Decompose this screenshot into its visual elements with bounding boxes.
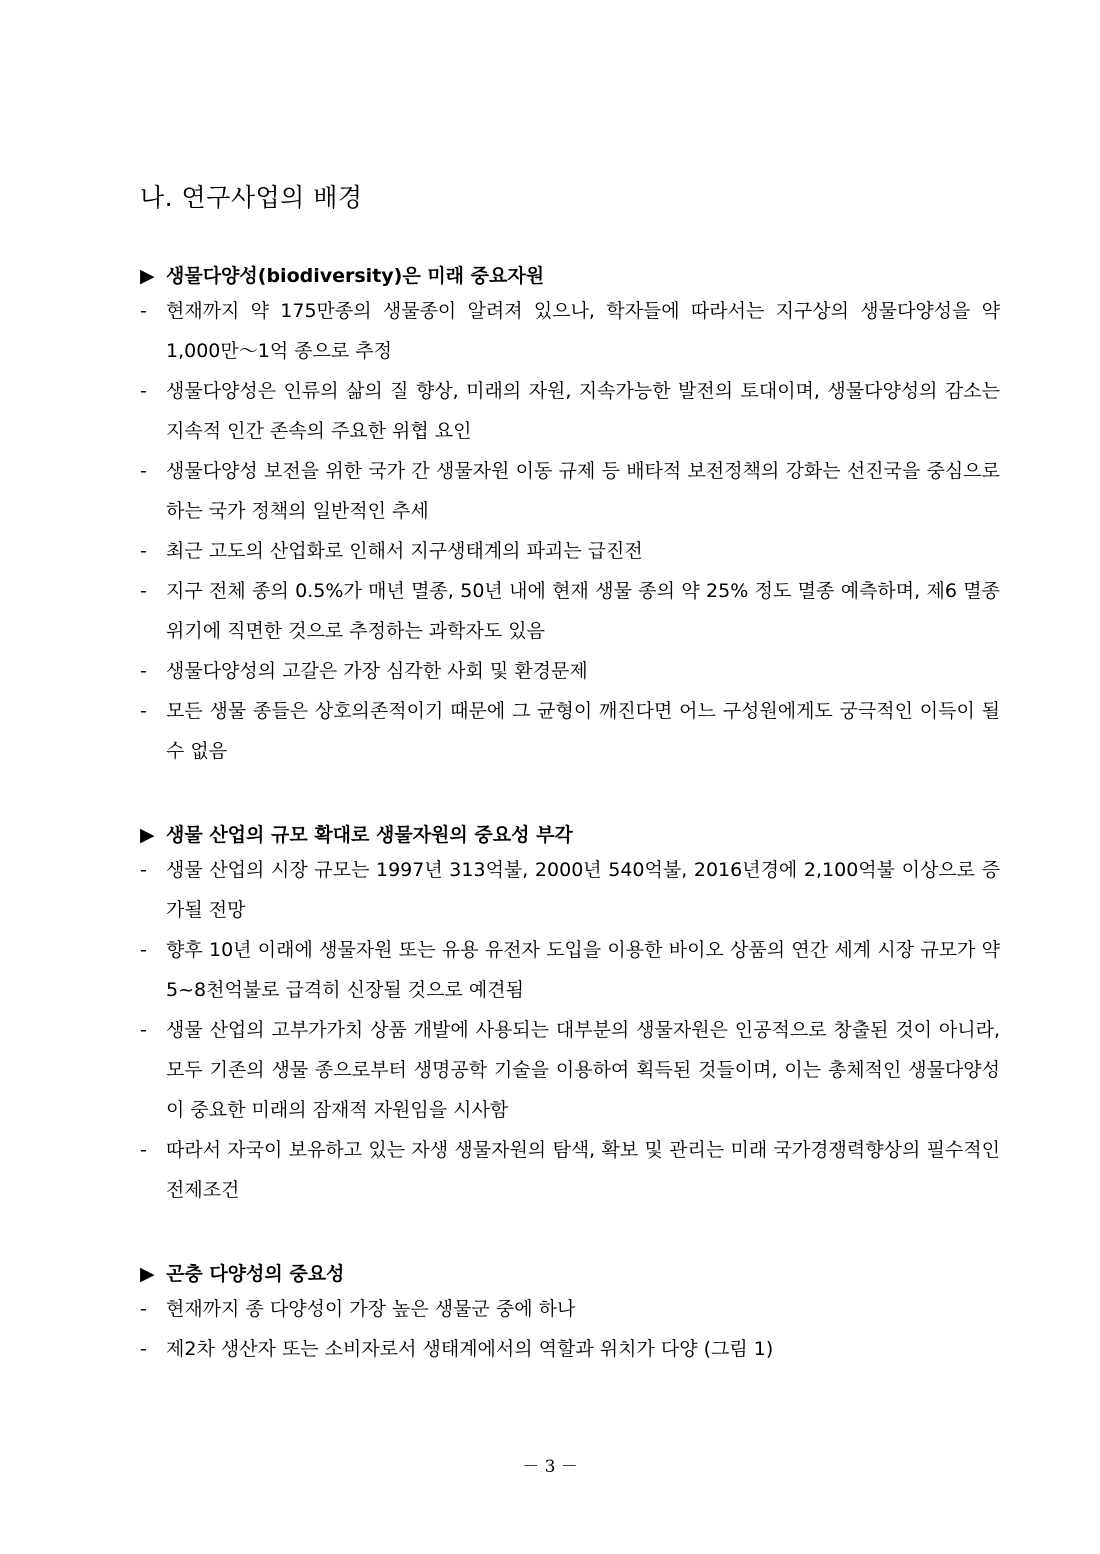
list-item-text: 생물다양성은 인류의 삶의 질 향상, 미래의 자원, 지속가능한 발전의 토대이며, 생물다양성의 감소는 지속적 인간 존속의 주요한 위협 요인 — [166, 380, 1000, 442]
section-heading-text: 생물다양성(biodiversity)은 미래 중요자원 — [166, 265, 545, 287]
section-biodiversity — [140, 261, 1000, 771]
list-item-text: 생물 산업의 시장 규모는 1997년 313억불, 2000년 540억불, 2016년경에 2,100억불 이상으로 증가될 전망 — [166, 859, 1000, 921]
section-heading — [140, 820, 1000, 850]
section-heading-text: 곤충 다양성의 중요성 — [166, 1263, 345, 1285]
list-item — [140, 1329, 1000, 1369]
list-item — [140, 531, 1000, 571]
item-list — [140, 850, 1000, 1210]
list-item-text: 제2차 생산자 또는 소비자로서 생태계에서의 역할과 위치가 다양 (그림 1) — [166, 1338, 774, 1360]
list-item — [140, 291, 1000, 371]
list-item — [140, 451, 1000, 531]
list-item-text: 생물다양성의 고갈은 가장 심각한 사회 및 환경문제 — [166, 660, 588, 682]
section-insect-diversity — [140, 1259, 1000, 1369]
dash-marker: - — [140, 1298, 147, 1320]
list-item — [140, 1130, 1000, 1210]
triangle-bullet-icon: ▶ — [140, 824, 155, 846]
list-item — [140, 371, 1000, 451]
list-item-text: 생물다양성 보전을 위한 국가 간 생물자원 이동 규제 등 배타적 보전정책의 강화는 선진국을 중심으로 하는 국가 정책의 일반적인 추세 — [166, 460, 1000, 522]
item-list — [140, 1289, 1000, 1369]
section-bio-industry — [140, 820, 1000, 1210]
section-heading — [140, 261, 1000, 291]
section-heading — [140, 1259, 1000, 1289]
triangle-bullet-icon: ▶ — [140, 265, 155, 287]
dash-marker: - — [140, 660, 147, 682]
list-item-text: 모든 생물 종들은 상호의존적이기 때문에 그 균형이 깨진다면 어느 구성원에게도 궁극적인 이득이 될 수 없음 — [166, 700, 1000, 762]
dash-marker: - — [140, 300, 147, 322]
list-item-text: 생물 산업의 고부가가치 상품 개발에 사용되는 대부분의 생물자원은 인공적으로 창출된 것이 아니라, 모두 기존의 생물 종으로부터 생명공학 기술을 이용하여 획득된 것들이며, 이는 총체적인 생물다양성이 중요한 미래의 잠재적 자원임을 시사함 — [166, 1019, 1000, 1121]
list-item — [140, 1289, 1000, 1329]
dash-marker: - — [140, 540, 147, 562]
page-title: 나. 연구사업의 배경 — [140, 183, 363, 212]
dash-marker: - — [140, 1338, 147, 1360]
list-item-text: 현재까지 약 175만종의 생물종이 알려져 있으나, 학자들에 따라서는 지구상의 생물다양성을 약 1,000만～1억 종으로 추정 — [166, 300, 1000, 362]
dash-marker: - — [140, 1019, 147, 1041]
list-item — [140, 930, 1000, 1010]
list-item-text: 향후 10년 이래에 생물자원 또는 유용 유전자 도입을 이용한 바이오 상품의 연간 세계 시장 규모가 약 5~8천억불로 급격히 신장될 것으로 예견됨 — [166, 939, 1001, 1001]
dash-marker: - — [140, 939, 147, 961]
dash-marker: - — [140, 859, 147, 881]
dash-marker: - — [140, 700, 147, 722]
list-item-text: 따라서 자국이 보유하고 있는 자생 생물자원의 탐색, 확보 및 관리는 미래 국가경쟁력향상의 필수적인 전제조건 — [166, 1139, 1000, 1201]
list-item — [140, 651, 1000, 691]
list-item — [140, 691, 1000, 771]
triangle-bullet-icon: ▶ — [140, 1263, 155, 1285]
dash-marker: - — [140, 460, 147, 482]
list-item-text: 현재까지 종 다양성이 가장 높은 생물군 중에 하나 — [166, 1298, 576, 1320]
list-item — [140, 571, 1000, 651]
dash-marker: - — [140, 580, 147, 602]
list-item — [140, 850, 1000, 930]
dash-marker: - — [140, 1139, 147, 1161]
section-heading-text: 생물 산업의 규모 확대로 생물자원의 중요성 부각 — [166, 824, 573, 846]
list-item-text: 지구 전체 종의 0.5%가 매년 멸종, 50년 내에 현재 생물 종의 약 25% 정도 멸종 예측하며, 제6 멸종위기에 직면한 것으로 추정하는 과학자도 있음 — [166, 580, 1000, 642]
dash-marker: - — [140, 380, 147, 402]
list-item — [140, 1010, 1000, 1130]
page-number: － 3 － — [522, 1457, 578, 1477]
item-list — [140, 291, 1000, 771]
list-item-text: 최근 고도의 산업화로 인해서 지구생태계의 파괴는 급진전 — [166, 540, 643, 562]
